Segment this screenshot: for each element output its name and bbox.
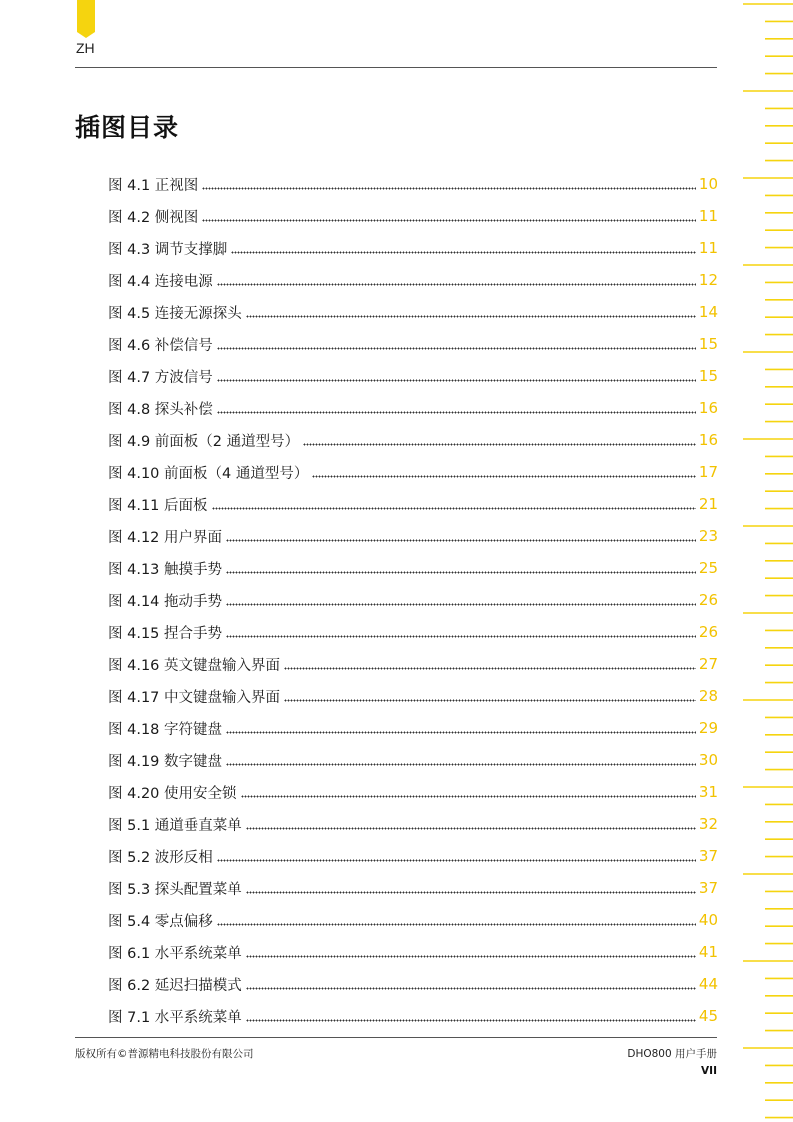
toc-entry-page: 31 <box>698 783 718 801</box>
toc-entry-page: 40 <box>698 911 718 929</box>
dot-leader <box>246 985 696 991</box>
toc-entry-page: 25 <box>698 559 718 577</box>
toc-entry[interactable] <box>108 392 718 424</box>
toc-entry-page: 27 <box>698 655 718 673</box>
toc-entry[interactable] <box>108 264 718 296</box>
toc-entry-page: 44 <box>698 975 718 993</box>
toc-entry[interactable] <box>108 616 718 648</box>
toc-entry[interactable] <box>108 904 718 936</box>
dot-leader <box>246 313 696 319</box>
toc-entry-label: 图 4.20 使用安全锁 <box>108 785 237 802</box>
toc-entry[interactable] <box>108 744 718 776</box>
dot-leader <box>217 409 696 415</box>
toc-entry-page: 37 <box>698 847 718 865</box>
dot-leader <box>217 345 696 351</box>
dot-leader <box>217 857 696 863</box>
toc-entry[interactable] <box>108 808 718 840</box>
footer-copyright: 版权所有©普源精电科技股份有限公司 <box>75 1048 254 1060</box>
dot-leader <box>246 1017 696 1023</box>
toc-entry[interactable] <box>108 936 718 968</box>
toc-entry-label: 图 4.10 前面板（4 通道型号） <box>108 465 309 482</box>
toc-entry[interactable] <box>108 712 718 744</box>
dot-leader <box>217 281 696 287</box>
toc-entry-page: 21 <box>698 495 718 513</box>
dot-leader <box>202 185 696 191</box>
toc-entry-page: 30 <box>698 751 718 769</box>
dot-leader <box>226 569 696 575</box>
toc-entry-label: 图 5.4 零点偏移 <box>108 913 213 930</box>
toc-entry[interactable] <box>108 584 718 616</box>
dot-leader <box>226 729 696 735</box>
toc-entry-label: 图 4.13 触摸手势 <box>108 561 223 578</box>
toc-entry-label: 图 4.18 字符键盘 <box>108 721 223 738</box>
toc-entry[interactable] <box>108 328 718 360</box>
dot-leader <box>226 633 696 639</box>
toc-entry-page: 29 <box>698 719 718 737</box>
toc-entry[interactable] <box>108 360 718 392</box>
table-of-figures <box>108 168 718 1032</box>
toc-entry-label: 图 4.14 拖动手势 <box>108 593 223 610</box>
toc-entry[interactable] <box>108 1000 718 1032</box>
toc-entry-label: 图 4.1 正视图 <box>108 177 199 194</box>
toc-entry-page: 41 <box>698 943 718 961</box>
toc-entry-label: 图 4.16 英文键盘输入界面 <box>108 657 281 674</box>
toc-entry[interactable] <box>108 520 718 552</box>
dot-leader <box>226 601 696 607</box>
toc-entry-label: 图 4.2 侧视图 <box>108 209 199 226</box>
dot-leader <box>231 249 696 255</box>
toc-entry[interactable] <box>108 296 718 328</box>
toc-entry[interactable] <box>108 488 718 520</box>
toc-entry-page: 11 <box>698 239 718 257</box>
toc-entry[interactable] <box>108 968 718 1000</box>
toc-entry-label: 图 6.1 水平系统菜单 <box>108 945 242 962</box>
toc-entry-page: 14 <box>698 303 718 321</box>
toc-entry-page: 10 <box>698 175 718 193</box>
toc-entry-page: 28 <box>698 687 718 705</box>
toc-entry[interactable] <box>108 456 718 488</box>
toc-entry[interactable] <box>108 232 718 264</box>
dot-leader <box>202 217 696 223</box>
dot-leader <box>217 921 696 927</box>
dot-leader <box>246 953 696 959</box>
toc-entry[interactable] <box>108 424 718 456</box>
toc-entry[interactable] <box>108 552 718 584</box>
toc-entry-label: 图 4.9 前面板（2 通道型号） <box>108 433 300 450</box>
toc-entry[interactable] <box>108 648 718 680</box>
dot-leader <box>217 377 696 383</box>
toc-entry-label: 图 4.17 中文键盘输入界面 <box>108 689 281 706</box>
dot-leader <box>241 793 696 799</box>
toc-entry-page: 16 <box>698 431 718 449</box>
toc-entry-page: 12 <box>698 271 718 289</box>
toc-entry-page: 23 <box>698 527 718 545</box>
dot-leader <box>246 889 696 895</box>
side-ruler-decoration <box>743 0 793 1122</box>
toc-entry[interactable] <box>108 776 718 808</box>
toc-entry-label: 图 5.3 探头配置菜单 <box>108 881 242 898</box>
toc-entry-page: 11 <box>698 207 718 225</box>
toc-entry-label: 图 4.4 连接电源 <box>108 273 213 290</box>
language-tab-marker <box>77 0 95 38</box>
toc-entry-page: 15 <box>698 367 718 385</box>
dot-leader <box>284 697 696 703</box>
dot-leader <box>284 665 696 671</box>
toc-entry[interactable] <box>108 680 718 712</box>
toc-entry[interactable] <box>108 872 718 904</box>
toc-entry-page: 17 <box>698 463 718 481</box>
toc-entry[interactable] <box>108 200 718 232</box>
toc-entry-page: 16 <box>698 399 718 417</box>
toc-entry-label: 图 4.7 方波信号 <box>108 369 213 386</box>
dot-leader <box>312 473 696 479</box>
dot-leader <box>226 537 696 543</box>
footer-divider <box>75 1037 717 1038</box>
toc-entry-page: 32 <box>698 815 718 833</box>
toc-entry-page: 26 <box>698 591 718 609</box>
toc-entry-page: 15 <box>698 335 718 353</box>
dot-leader <box>303 441 696 447</box>
toc-entry-label: 图 4.8 探头补偿 <box>108 401 213 418</box>
page-title: 插图目录 <box>75 113 180 142</box>
toc-entry-label: 图 6.2 延迟扫描模式 <box>108 977 242 994</box>
toc-entry[interactable] <box>108 840 718 872</box>
footer-document-name: DHO800 用户手册 <box>627 1048 717 1060</box>
toc-entry-label: 图 4.19 数字键盘 <box>108 753 223 770</box>
toc-entry-label: 图 4.5 连接无源探头 <box>108 305 242 322</box>
toc-entry-label: 图 7.1 水平系统菜单 <box>108 1009 242 1026</box>
toc-entry-page: 45 <box>698 1007 718 1025</box>
toc-entry-label: 图 4.6 补偿信号 <box>108 337 213 354</box>
toc-entry-label: 图 4.3 调节支撑脚 <box>108 241 228 258</box>
toc-entry-label: 图 4.12 用户界面 <box>108 529 223 546</box>
toc-entry-label: 图 5.1 通道垂直菜单 <box>108 817 242 834</box>
toc-entry-label: 图 5.2 波形反相 <box>108 849 213 866</box>
footer-page-number: VII <box>701 1065 717 1077</box>
dot-leader <box>212 505 696 511</box>
header-divider <box>75 67 717 68</box>
dot-leader <box>246 825 696 831</box>
toc-entry-label: 图 4.11 后面板 <box>108 497 208 514</box>
toc-entry-label: 图 4.15 捏合手势 <box>108 625 223 642</box>
toc-entry-page: 37 <box>698 879 718 897</box>
toc-entry[interactable] <box>108 168 718 200</box>
language-label: ZH <box>76 40 95 56</box>
toc-entry-page: 26 <box>698 623 718 641</box>
dot-leader <box>226 761 696 767</box>
